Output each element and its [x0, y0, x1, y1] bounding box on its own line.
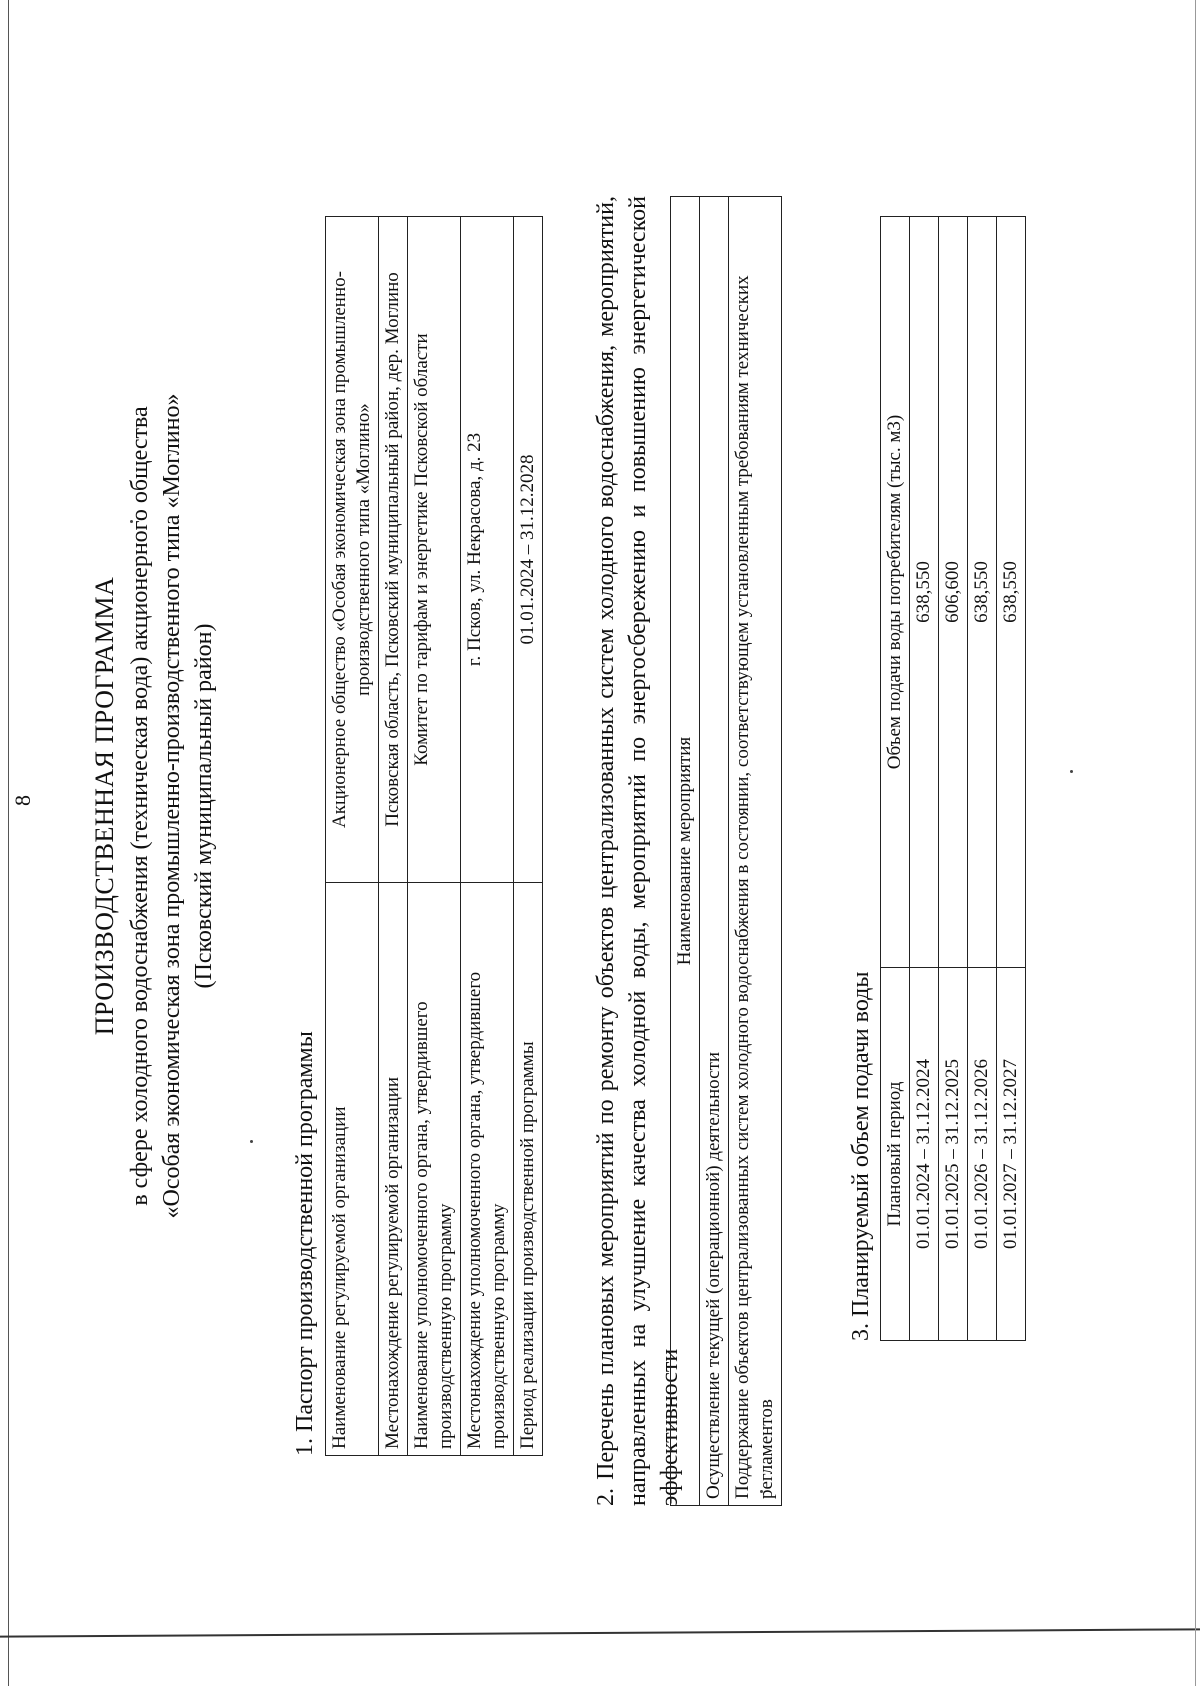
measures-header: Наименование мероприятия: [671, 197, 700, 1506]
passport-value: 01.01.2024 – 31.12.2028: [514, 217, 543, 883]
passport-label: Период реализации производственной программы: [514, 883, 543, 1456]
passport-label: Местонахождение регулируемой организации: [379, 883, 408, 1456]
table-row: [881, 217, 910, 1341]
header-line-1: в сфере холодного водоснабжения (техническая вода) акционерного общества: [127, 406, 153, 1206]
table-row: [671, 197, 700, 1506]
passport-value: Псковская область, Псковский муниципальный район, дер. Моглино: [379, 217, 408, 883]
volume-value: 638,550: [997, 217, 1026, 968]
measure-item: Поддержание объектов централизованных систем холодного водоснабжения в состоянии, соответствующем установленным требованиям технических регламентов: [729, 197, 782, 1506]
table-row: [379, 217, 408, 1456]
volume-col-value: Объем подачи воды потребителям (тыс. м3): [881, 217, 910, 968]
table-row: [939, 217, 968, 1341]
volume-value: 638,550: [910, 217, 939, 968]
volume-period: 01.01.2025 – 31.12.2025: [939, 968, 968, 1341]
volume-table: [880, 216, 1026, 1341]
measures-table: [670, 196, 782, 1506]
volume-value: 638,550: [968, 217, 997, 968]
table-row: [997, 217, 1026, 1341]
volume-col-period: Плановый период: [881, 968, 910, 1341]
table-row: [729, 197, 782, 1506]
passport-value: Комитет по тарифам и энергетике Псковской области: [408, 217, 461, 883]
table-row: [910, 217, 939, 1341]
document-title: ПРОИЗВОДСТВЕННАЯ ПРОГРАММА: [90, 576, 119, 1036]
measures-title: 2. Перечень плановых мероприятий по ремонту объектов централизованных систем холодного водоснабжения, мероприятий, направленных на улучшение качества холодной воды, мероприятий по энергосбережению и повышению энергетической эффективности: [593, 196, 683, 1506]
volume-period: 01.01.2024 – 31.12.2024: [910, 968, 939, 1341]
table-row: [700, 197, 729, 1506]
page-number: 8: [10, 795, 35, 806]
table-row: [461, 217, 514, 1456]
passport-title: 1. Паспорт производственной программы: [292, 1031, 318, 1456]
table-row: [514, 217, 543, 1456]
passport-label: Наименование регулируемой организации: [326, 883, 379, 1456]
volume-title: 3. Планируемый объем подачи воды: [848, 971, 874, 1341]
passport-table: [325, 216, 543, 1456]
document-header: [90, 116, 220, 1496]
passport-label: Наименование уполномоченного органа, утвердившего производственную программу: [408, 883, 461, 1456]
passport-value: г. Псков, ул. Некрасова, д. 23: [461, 217, 514, 883]
passport-label: Местонахождение уполномоченного органа, утвердившего производственную программу: [461, 883, 514, 1456]
passport-value: Акционерное общество «Особая экономическая зона промышленно-производственного типа «Моглино»: [326, 217, 379, 883]
header-line-3: (Псковский муниципальный район): [191, 623, 217, 989]
volume-period: 01.01.2026 – 31.12.2026: [968, 968, 997, 1341]
header-line-2: «Особая экономическая зона промышленно-производственного типа «Моглино»: [159, 393, 185, 1219]
volume-period: 01.01.2027 – 31.12.2027: [997, 968, 1026, 1341]
table-row: [326, 217, 379, 1456]
table-row: [408, 217, 461, 1456]
volume-value: 606,600: [939, 217, 968, 968]
measure-item: Осуществление текущей (операционной) деятельности: [700, 197, 729, 1506]
table-row: [968, 217, 997, 1341]
